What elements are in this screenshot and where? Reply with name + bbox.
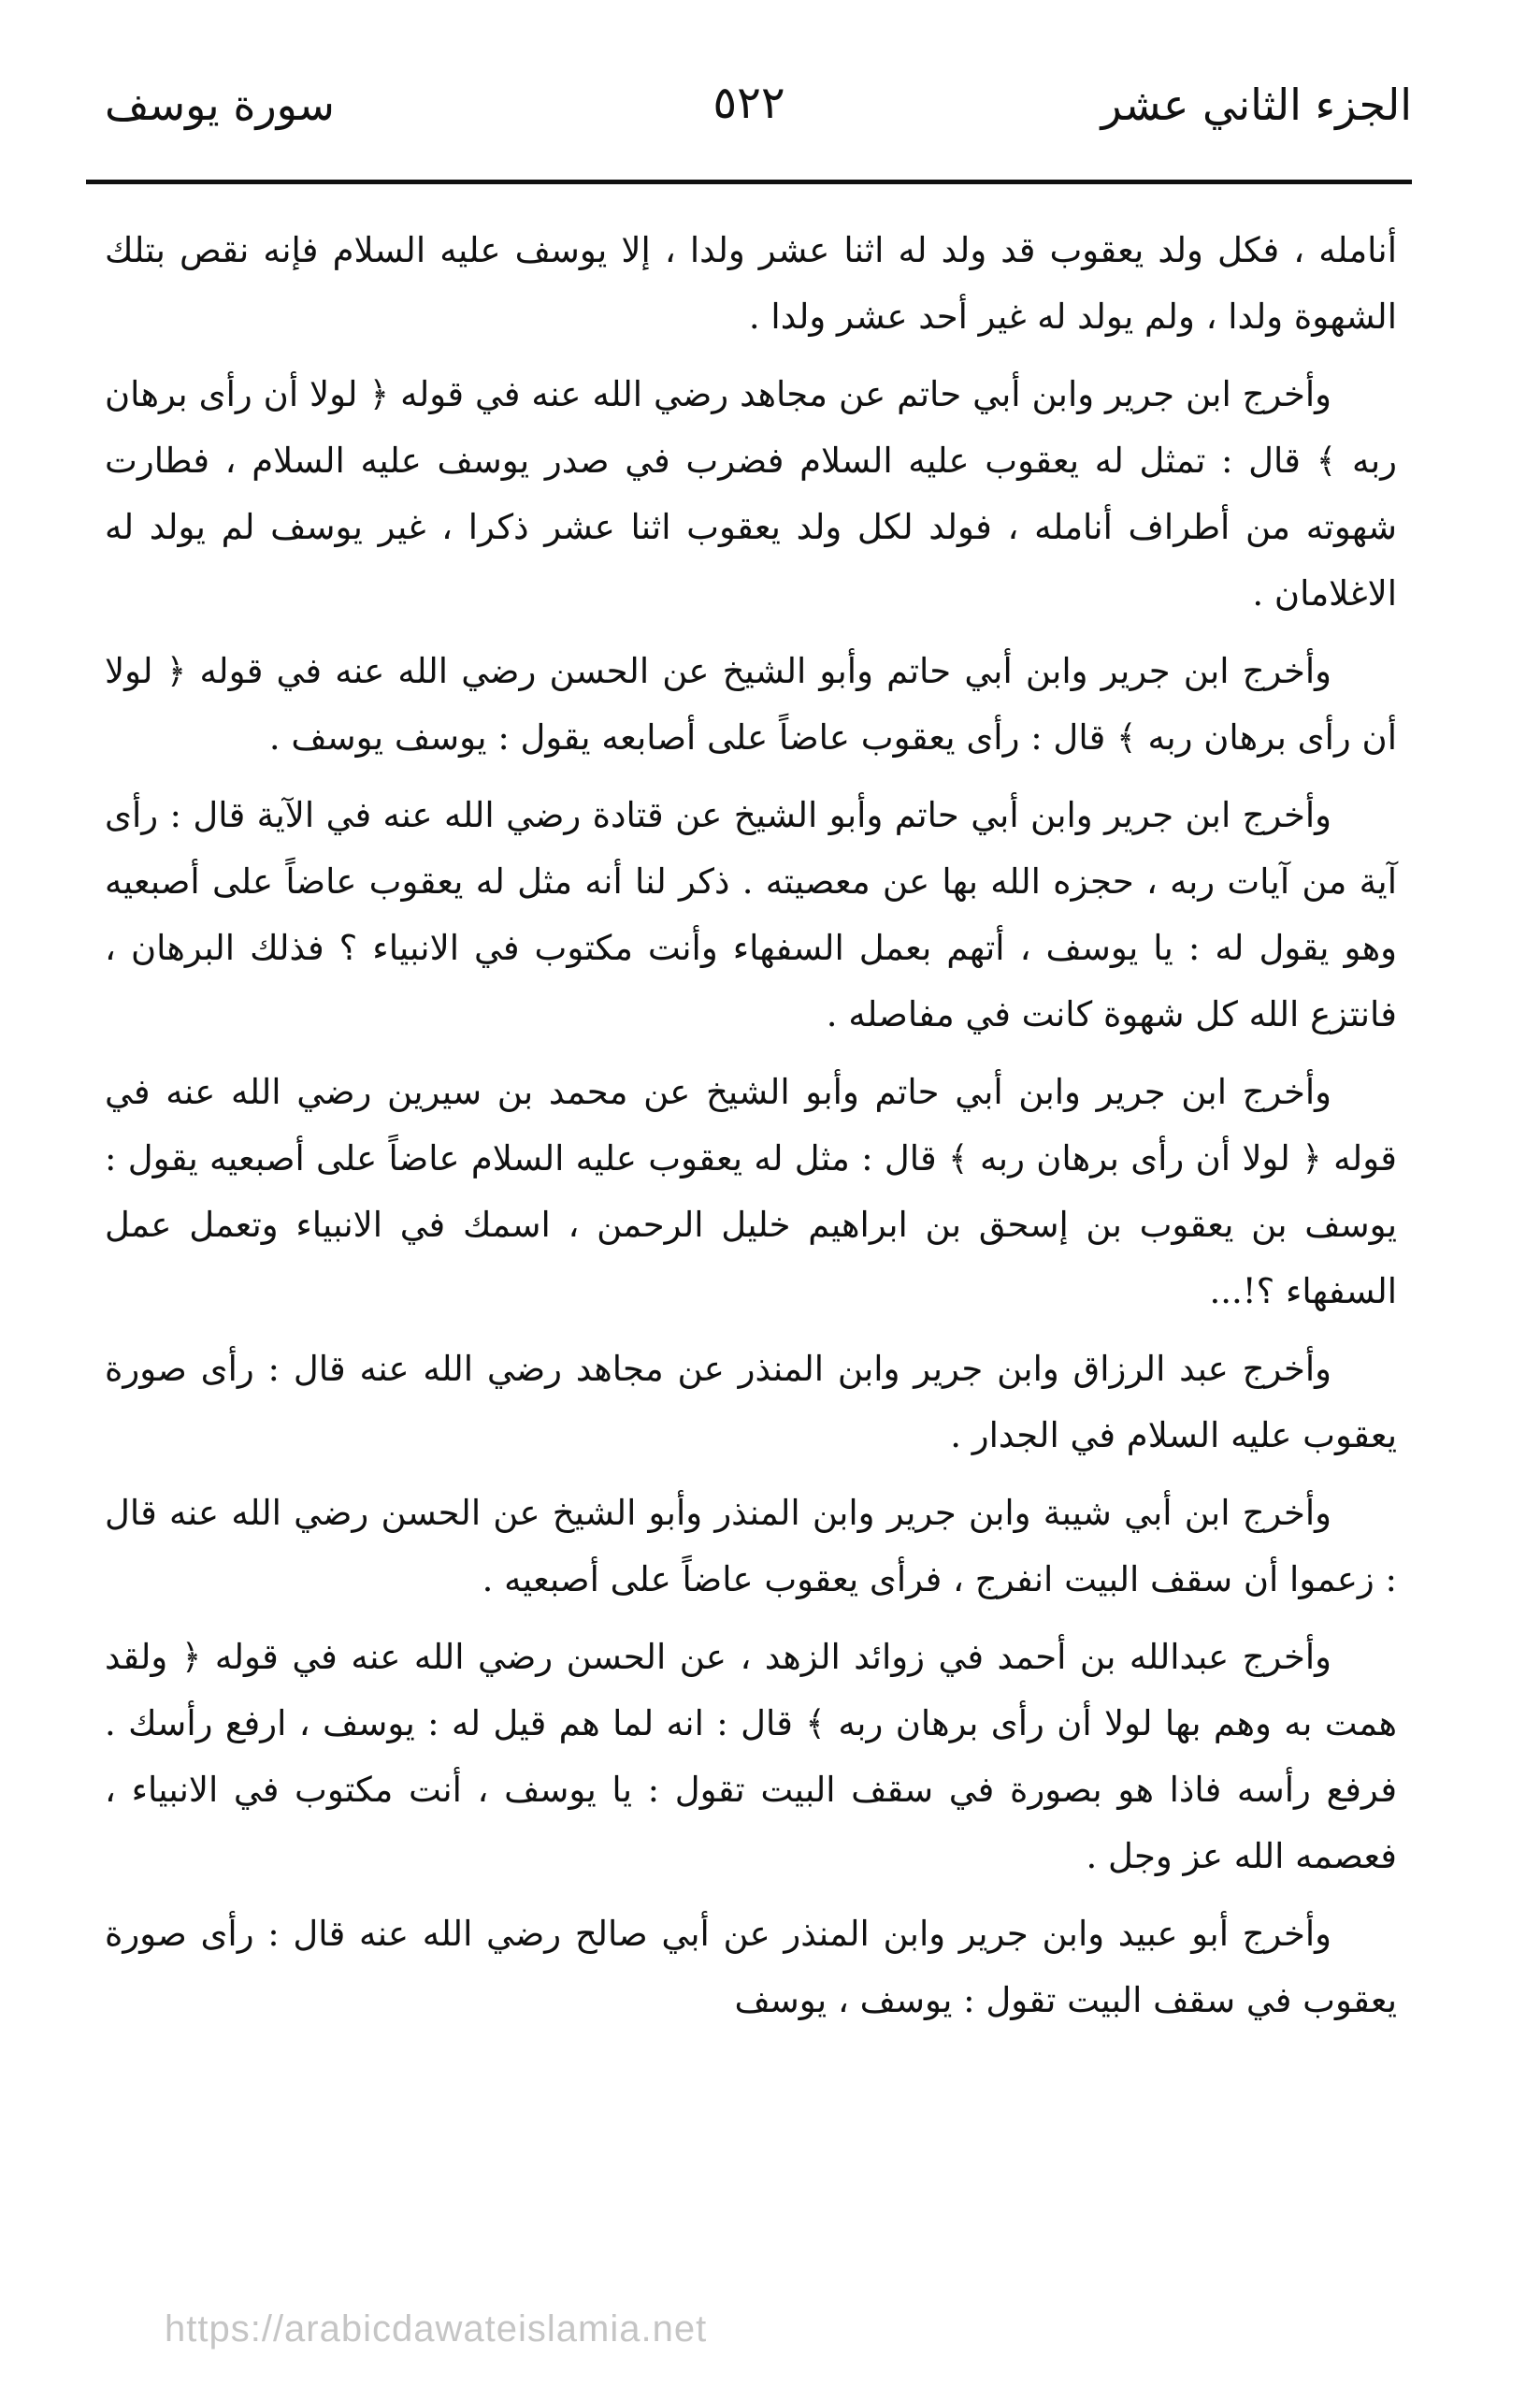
page-body [105, 217, 1397, 2265]
page-number: ٥٢٢ [712, 77, 785, 129]
paragraph: وأخرج ابن أبي شيبة وابن جرير وابن المنذر وأبو الشيخ عن الحسن رضي الله عنه قال : زعموا أن سقف البيت انفرج ، فرأى يعقوب عاضاً على أصبعيه . [105, 1493, 1397, 1599]
watermark-url: https://arabicdawateislamia.net [165, 2308, 708, 2350]
paragraph: وأخرج ابن جرير وابن أبي حاتم وأبو الشيخ عن الحسن رضي الله عنه في قوله ﴿ لولا أن رأى برهان ربه ﴾ قال : رأى يعقوب عاضاً على أصابعه يقول : يوسف يوسف . [105, 651, 1397, 758]
paragraph: وأخرج أبو عبيد وابن جرير وابن المنذر عن أبي صالح رضي الله عنه قال : رأى صورة يعقوب في سقف البيت تقول : يوسف ، يوسف [105, 1914, 1397, 2020]
header-rule [86, 180, 1412, 184]
paragraph: وأخرج عبد الرزاق وابن جرير وابن المنذر عن مجاهد رضي الله عنه قال : رأى صورة يعقوب عليه السلام في الجدار . [105, 1349, 1397, 1455]
paragraph: أنامله ، فكل ولد يعقوب قد ولد له اثنا عشر ولدا ، إلا يوسف عليه السلام فإنه نقص بتلك الشهوة ولدا ، ولم يولد له غير أحد عشر ولدا . [105, 230, 1397, 337]
page-header [86, 67, 1412, 152]
paragraph: وأخرج ابن جرير وابن أبي حاتم وأبو الشيخ عن قتادة رضي الله عنه في الآية قال : رأى آية من آيات ربه ، حجزه الله بها عن معصيته . ذكر لنا أنه مثل له يعقوب عاضاً على أصبعيه وهو يقول له : يا يوسف ، أتهم بعمل السفهاء وأنت مكتوب في الانبياء ؟ فذلك البرهان ، فانتزع الله كل شهوة كانت في مفاصله . [105, 795, 1397, 1034]
part-title: الجزء الثاني عشر [1101, 80, 1412, 130]
paragraph: وأخرج ابن جرير وابن أبي حاتم عن مجاهد رضي الله عنه في قوله ﴿ لولا أن رأى برهان ربه ﴾ قال : تمثل له يعقوب عليه السلام فضرب في صدر يوسف عليه السلام ، فطارت شهوته من أطراف أنامله ، فولد لكل ولد يعقوب اثنا عشر ذكرا ، غير يوسف لم يولد له الاغلامان . [105, 374, 1397, 614]
paragraph: وأخرج عبدالله بن أحمد في زوائد الزهد ، عن الحسن رضي الله عنه في قوله ﴿ ولقد همت به وهم بها لولا أن رأى برهان ربه ﴾ قال : انه لما هم قيل له : يوسف ، ارفع رأسك . فرفع رأسه فاذا هو بصورة في سقف البيت تقول : يا يوسف ، أنت مكتوب في الانبياء ، فعصمه الله عز وجل . [105, 1637, 1397, 1876]
paragraph: وأخرج ابن جرير وابن أبي حاتم وأبو الشيخ عن محمد بن سيرين رضي الله عنه في قوله ﴿ لولا أن رأى برهان ربه ﴾ قال : مثل له يعقوب عليه السلام عاضاً على أصبعيه يقول : يوسف بن يعقوب بن إسحق بن ابراهيم خليل الرحمن ، اسمك في الانبياء وتعمل عمل السفهاء ؟!... [105, 1072, 1397, 1311]
surah-title: سورة يوسف [105, 80, 335, 130]
